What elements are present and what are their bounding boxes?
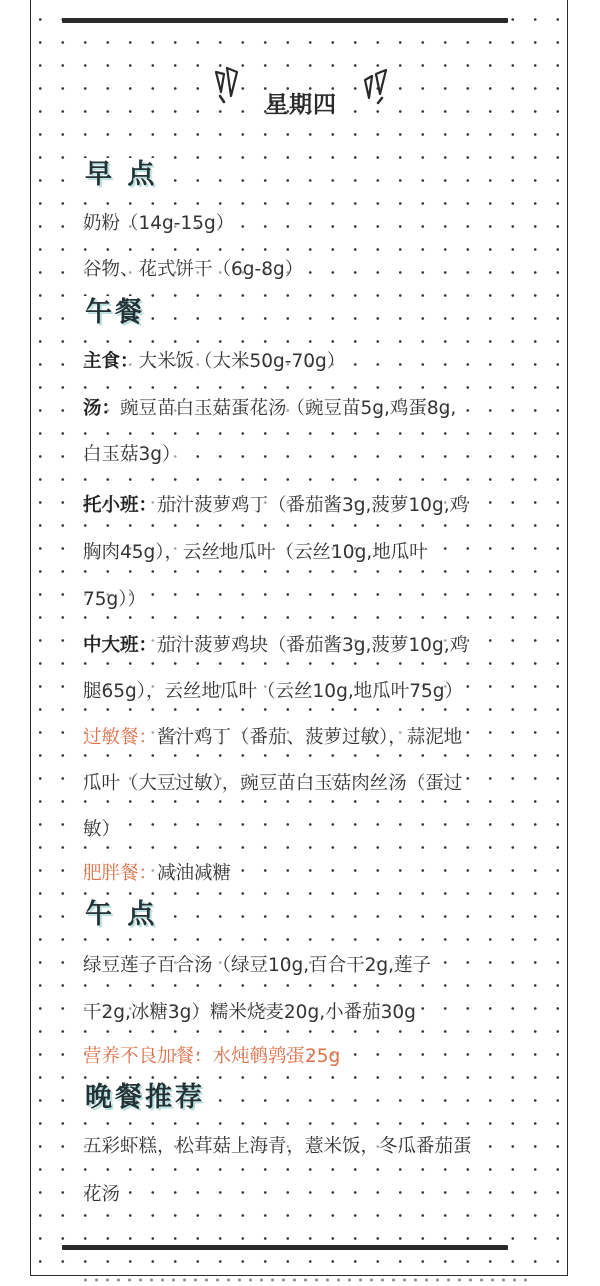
lunch-obese xyxy=(83,862,231,886)
obese-label: 肥胖餐： xyxy=(83,863,158,884)
breakfast-item-2: 谷物、花式饼干（6g-8g） xyxy=(83,259,304,280)
staple-label: 主食： xyxy=(83,351,139,372)
snack-text-2: 干2g,冰糖3g）糯米烧麦20g,小番茄30g xyxy=(83,1002,416,1023)
middle-large-text-1: 茄汁菠萝鸡块（番茄酱3g,菠萝10g,鸡 xyxy=(157,635,469,656)
snack-heading: 午 点 xyxy=(85,899,158,930)
lunch-staple xyxy=(83,350,345,374)
day-header xyxy=(212,62,390,122)
allergy-label: 过敏餐： xyxy=(83,727,158,748)
soup-label: 汤： xyxy=(83,398,121,419)
staple-text: 大米饭（大米50g-70g） xyxy=(138,351,346,372)
malnutrition-extra: 营养不良加餐：水炖鹌鹑蛋25g xyxy=(83,1046,341,1067)
allergy-text-3: 敏） xyxy=(83,819,121,840)
middle-large-label: 中大班： xyxy=(83,635,158,656)
soup-text-1: 豌豆苗白玉菇蛋花汤（豌豆苗5g,鸡蛋8g, xyxy=(120,398,457,419)
nursery-text-1: 茄汁菠萝鸡丁（番茄酱3g,菠萝10g,鸡 xyxy=(157,495,469,516)
dinner-text-2: 花汤 xyxy=(83,1184,121,1205)
lunch-heading: 午餐 xyxy=(85,297,145,328)
soup-text-2: 白玉菇3g） xyxy=(83,444,181,465)
bottom-divider xyxy=(62,1245,508,1250)
lunch-middle-large xyxy=(83,634,468,658)
lunch-nursery xyxy=(83,494,468,518)
nursery-label: 托小班： xyxy=(83,495,158,516)
middle-large-text-2: 腿65g），云丝地瓜叶（云丝10g,地瓜叶75g） xyxy=(83,681,463,702)
lunch-allergy xyxy=(83,726,462,750)
breakfast-item-1: 奶粉（14g-15g） xyxy=(83,213,235,234)
bottom-dot-row xyxy=(80,1277,530,1283)
allergy-text-1: 酱汁鸡丁（番茄、菠萝过敏），蒜泥地 xyxy=(157,727,463,748)
nursery-text-3: 75g）） xyxy=(83,589,147,610)
snack-text-1: 绿豆莲子百合汤（绿豆10g,百合干2g,莲子 xyxy=(83,955,432,976)
top-divider xyxy=(62,18,508,23)
lunch-soup xyxy=(83,397,456,421)
nursery-text-2: 胸肉45g），云丝地瓜叶（云丝10g,地瓜叶 xyxy=(83,542,428,563)
day-title: 星期四 xyxy=(265,92,337,118)
dinner-text-1: 五彩虾糕，松茸菇上海青，薏米饭，冬瓜番茄蛋 xyxy=(83,1136,472,1157)
breakfast-heading: 早 点 xyxy=(85,159,158,190)
obese-text: 减油减糖 xyxy=(157,863,232,884)
allergy-text-2: 瓜叶（大豆过敏），豌豆苗白玉菇肉丝汤（蛋过 xyxy=(83,773,463,794)
dinner-heading: 晚餐推荐 xyxy=(85,1082,205,1113)
